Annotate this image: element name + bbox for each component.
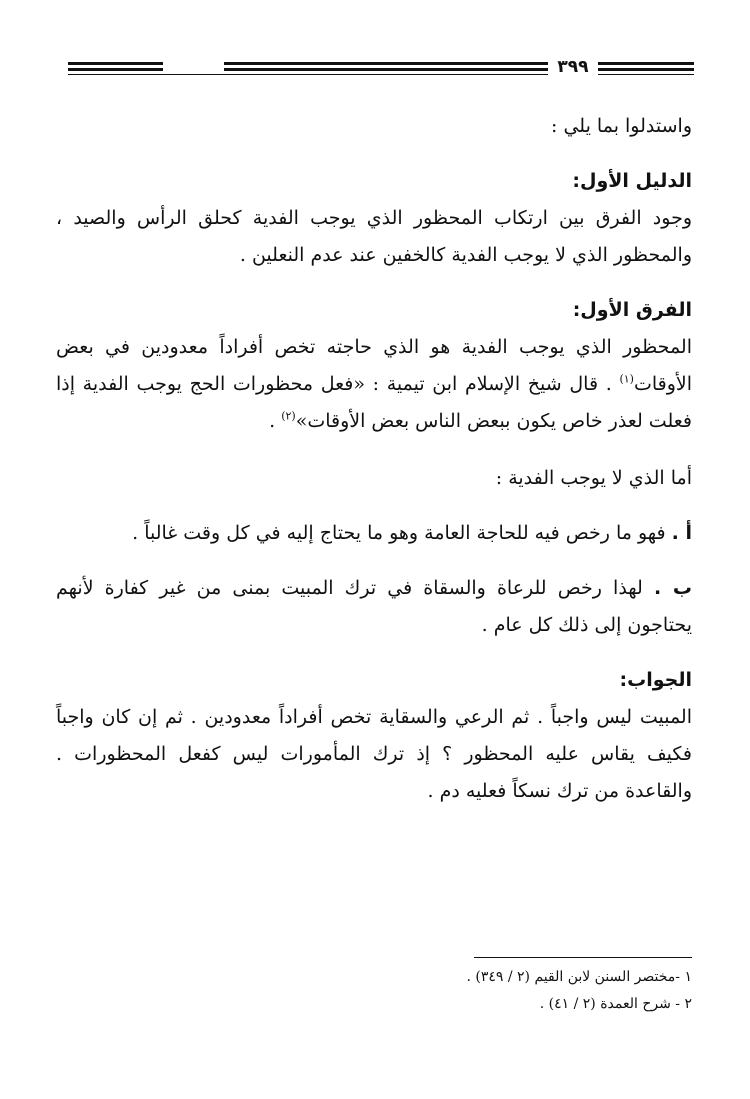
header-rule xyxy=(68,74,694,75)
footnote-separator xyxy=(474,957,692,958)
paragraph-no-ransom: أما الذي لا يوجب الفدية : xyxy=(495,467,692,489)
footnotes xyxy=(292,964,692,1018)
list-item-a xyxy=(56,515,692,552)
page-number: ٣٩٩ xyxy=(548,56,598,78)
footnote-ref-2[interactable]: (٢) xyxy=(281,409,296,423)
footnote-ref-1[interactable]: (١) xyxy=(619,372,634,386)
header-rule xyxy=(224,62,694,65)
page-header xyxy=(68,56,694,80)
intro-line: واستدلوا بما يلي : xyxy=(551,115,692,137)
footnote-2: ٢ - شرح العمدة (٢ / ٤١) . xyxy=(539,996,692,1012)
paragraph-first-evidence: وجود الفرق بين ارتكاب المحظور الذي يوجب الفدية كحلق الرأس والصيد ، والمحظور الذي لا يوجب الفدية كالخفين عند عدم النعلين . xyxy=(56,207,692,266)
list-item-text: فهو ما رخص فيه للحاجة العامة وهو ما يحتاج إليه في كل وقت غالباً . xyxy=(132,522,672,544)
paragraph-first-difference xyxy=(56,329,692,440)
footnote-1: ١ -مختصر السنن لابن القيم (٢ / ٣٤٩) . xyxy=(466,969,692,985)
paragraph-text: . xyxy=(269,410,276,432)
paragraph-text: . قال شيخ الإسلام ابن تيمية : «فعل محظورات الحج يوجب الفدية إذا فعلت لعذر خاص يكون ببعض الناس بعض الأوقات» xyxy=(56,373,692,432)
heading-first-evidence: الدليل الأول: xyxy=(572,170,692,192)
header-rule-left xyxy=(68,62,163,65)
list-marker-b: ب . xyxy=(653,577,692,599)
heading-answer: الجواب: xyxy=(619,669,692,691)
header-rule-left xyxy=(68,68,163,71)
list-marker-a: أ . xyxy=(671,522,692,544)
list-item-text: لهذا رخص للرعاة والسقاة في ترك المبيت بمنى من غير كفارة لأنهم يحتاجون إلى ذلك كل عام . xyxy=(56,577,692,636)
paragraph-text: المحظور الذي يوجب الفدية هو الذي حاجته تخص أفراداً معدودين في بعض الأوقات xyxy=(56,336,693,395)
list-item-b xyxy=(56,570,692,644)
page-body xyxy=(56,108,692,810)
header-rule xyxy=(224,68,694,71)
heading-first-difference: الفرق الأول: xyxy=(572,299,692,321)
paragraph-answer: المبيت ليس واجباً . ثم الرعي والسقاية تخص أفراداً معدودين . ثم إن كان واجباً فكيف يقاس عليه المحظور ؟ إذ ترك المأمورات ليس كفعل المحظورات . والقاعدة من ترك نسكاً فعليه دم . xyxy=(56,706,692,802)
